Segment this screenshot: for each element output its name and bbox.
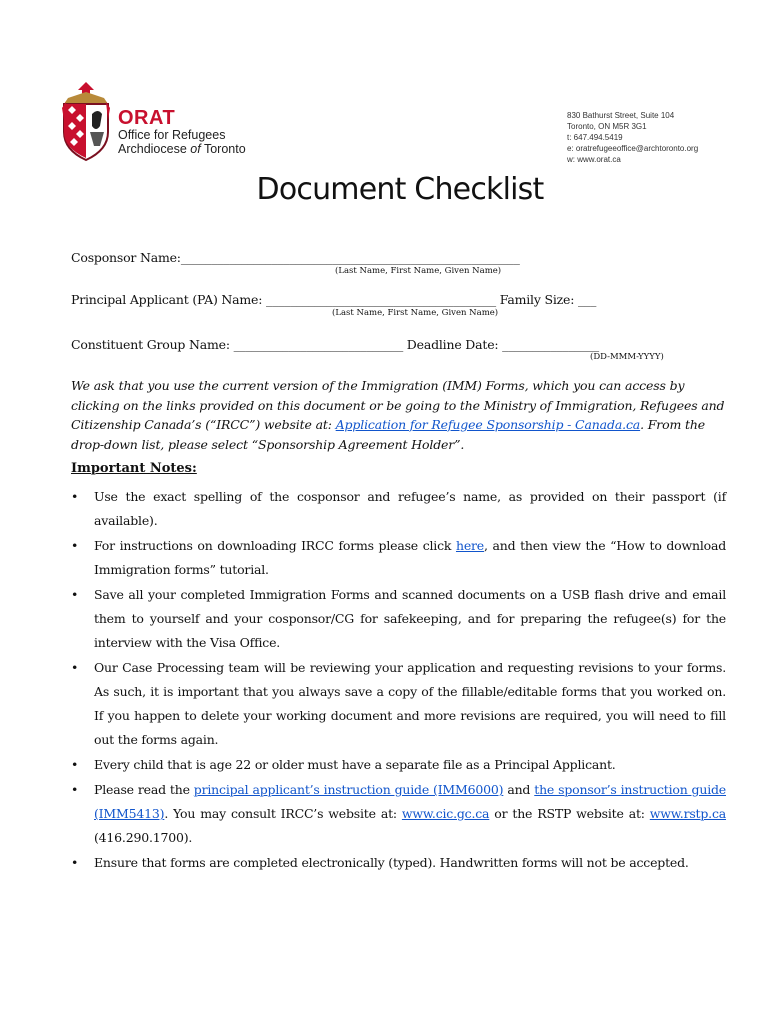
imm5413-guide-link[interactable]: the sponsor’s instruction guide (IMM5413) — [94, 782, 726, 821]
list-item: • Use the exact spelling of the cosponsor and refugee’s name, as provided on their passport (if available). — [71, 485, 726, 533]
cic-website-link[interactable]: www.cic.gc.ca — [401, 806, 490, 821]
org-name-line2: Archdiocese of Toronto — [118, 142, 246, 156]
contact-block — [567, 110, 698, 165]
rstp-website-link[interactable]: www.rstp.ca — [649, 806, 727, 821]
contact-email: e: oratrefugeeoffice@archtoronto.org — [567, 144, 699, 153]
constituent-group-field[interactable]: Constituent Group Name: ____________________________ Deadline Date: ________________ — [71, 337, 599, 352]
contact-website: w: www.orat.ca — [567, 155, 621, 164]
list-item: • Please read the principal applicant’s instruction guide (IMM6000) and the sponsor’s instruction guide (IMM5413). You may consult IRCC’s website at: www.cic.gc.ca or the RSTP website at: www.rstp.ca (416.290.1700). — [71, 778, 726, 850]
page-title: Document Checklist — [256, 172, 544, 207]
list-item: • Every child that is age 22 or older must have a separate file as a Principal Applicant. — [71, 753, 726, 777]
list-item: • Ensure that forms are completed electronically (typed). Handwritten forms will not be accepted. — [71, 851, 726, 875]
list-item: • Our Case Processing team will be reviewing your application and requesting revisions to your forms. As such, it is important that you always save a copy of the fillable/editable forms that you worked on. If you happen to delete your working document and more revisions are required, you will need to fill out the forms again. — [71, 656, 726, 752]
imm6000-guide-link[interactable]: principal applicant’s instruction guide (IMM6000) — [193, 782, 504, 797]
contact-address: 830 Bathurst Street, Suite 104 — [567, 111, 675, 120]
contact-phone: t: 647.494.5419 — [567, 133, 623, 142]
list-item: • Save all your completed Immigration Forms and scanned documents on a USB flash drive and email them to yourself and your cosponsor/CG for safekeeping, and for preparing the refugee(s) for the interview with the Visa Office. — [71, 583, 726, 655]
important-notes-list — [71, 485, 726, 876]
principal-applicant-field[interactable]: Principal Applicant (PA) Name: ______________________________________ Family Size: ___ — [71, 292, 597, 307]
list-item: • For instructions on downloading IRCC forms please click here, and then view the “How to download Immigration forms” tutorial. — [71, 534, 726, 582]
intro-paragraph: We ask that you use the current version of the Immigration (IMM) Forms, which you can access by clicking on the links provided on this document or be going to the Ministry of Immigration, Refugees and Citizenship Canada’s (“IRCC”) website at: Application for Refugee Sponsorship - Canada.ca. From the drop-down list, please select “Sponsorship Agreement Holder”. — [71, 378, 725, 452]
organization-name — [118, 108, 246, 156]
org-acronym: ORAT — [118, 107, 176, 129]
deadline-date-hint: (DD-MMM-YYYY) — [590, 352, 664, 362]
cosponsor-name-field[interactable]: Cosponsor Name:________________________________________________________ — [71, 250, 520, 265]
cosponsor-name-hint: (Last Name, First Name, Given Name) — [335, 266, 502, 276]
here-link[interactable]: here — [455, 538, 484, 553]
contact-city: Toronto, ON M5R 3G1 — [567, 122, 647, 131]
important-notes-heading: Important Notes: — [71, 461, 197, 476]
principal-applicant-hint: (Last Name, First Name, Given Name) — [332, 308, 499, 318]
org-name-line1: Office for Refugees — [118, 128, 226, 142]
archdiocese-coat-of-arms-logo — [60, 80, 112, 164]
refugee-sponsorship-link[interactable]: Application for Refugee Sponsorship - Canada.ca — [335, 417, 641, 432]
